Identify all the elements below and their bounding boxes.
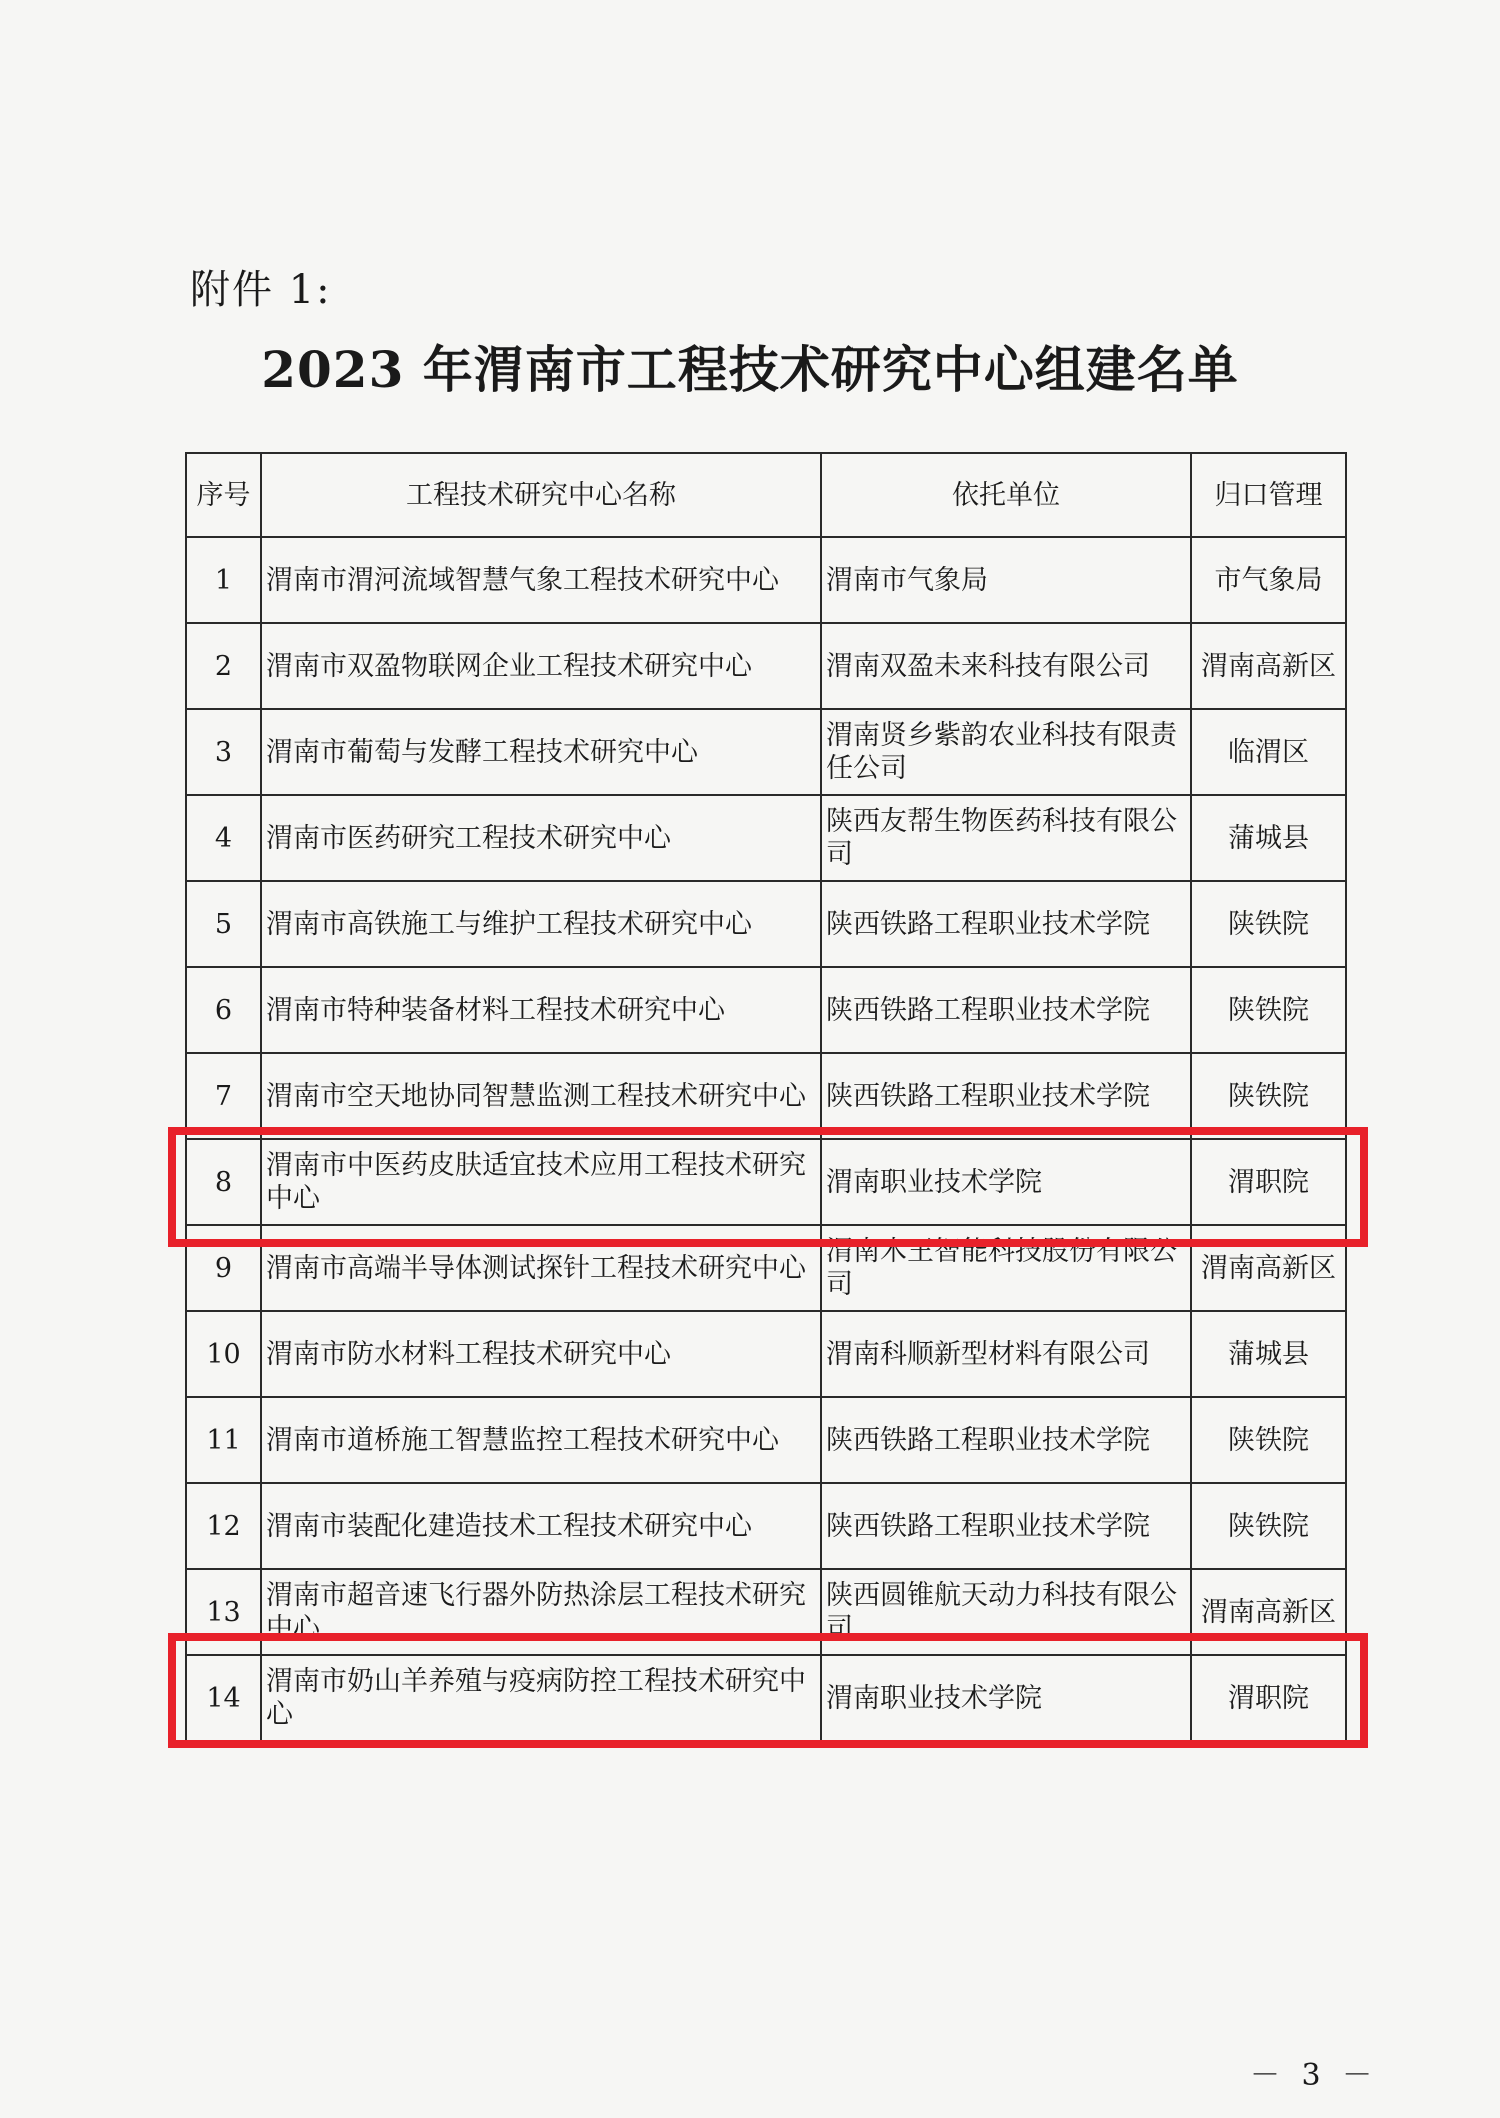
table-row	[186, 537, 1346, 623]
page-title: 2023 年渭南市工程技术研究中心组建名单	[261, 340, 1239, 399]
row-host-unit: 渭南木王智能科技股份有限公司	[821, 1225, 1191, 1311]
header-administration: 归口管理	[1191, 453, 1346, 537]
row-administration: 陕铁院	[1191, 881, 1346, 967]
row-center-name: 渭南市特种装备材料工程技术研究中心	[261, 967, 821, 1053]
row-administration: 陕铁院	[1191, 1053, 1346, 1139]
row-center-name: 渭南市渭河流域智慧气象工程技术研究中心	[261, 537, 821, 623]
row-administration: 市气象局	[1191, 537, 1346, 623]
table-row	[186, 1397, 1346, 1483]
row-center-name: 渭南市空天地协同智慧监测工程技术研究中心	[261, 1053, 821, 1139]
row-host-unit: 渭南职业技术学院	[821, 1655, 1191, 1741]
table-row	[186, 1483, 1346, 1569]
table-row	[186, 795, 1346, 881]
row-serial: 5	[186, 881, 261, 967]
row-administration: 陕铁院	[1191, 967, 1346, 1053]
row-serial: 11	[186, 1397, 261, 1483]
row-administration: 渭南高新区	[1191, 1569, 1346, 1655]
row-host-unit: 渭南贤乡紫韵农业科技有限责任公司	[821, 709, 1191, 795]
row-serial: 7	[186, 1053, 261, 1139]
row-administration: 渭南高新区	[1191, 1225, 1346, 1311]
table-header-row	[186, 453, 1346, 537]
row-host-unit: 陕西铁路工程职业技术学院	[821, 1053, 1191, 1139]
row-center-name: 渭南市防水材料工程技术研究中心	[261, 1311, 821, 1397]
row-serial: 12	[186, 1483, 261, 1569]
row-administration: 蒲城县	[1191, 1311, 1346, 1397]
row-host-unit: 陕西友帮生物医药科技有限公司	[821, 795, 1191, 881]
row-center-name: 渭南市医药研究工程技术研究中心	[261, 795, 821, 881]
header-host-unit: 依托单位	[821, 453, 1191, 537]
row-center-name: 渭南市奶山羊养殖与疫病防控工程技术研究中心	[261, 1655, 821, 1741]
row-administration: 渭南高新区	[1191, 623, 1346, 709]
highlight-box-row-14	[168, 1633, 1368, 1748]
row-center-name: 渭南市装配化建造技术工程技术研究中心	[261, 1483, 821, 1569]
row-host-unit: 渭南双盈未来科技有限公司	[821, 623, 1191, 709]
row-serial: 10	[186, 1311, 261, 1397]
row-administration: 陕铁院	[1191, 1397, 1346, 1483]
row-serial: 8	[186, 1139, 261, 1225]
row-host-unit: 陕西铁路工程职业技术学院	[821, 1483, 1191, 1569]
row-center-name: 渭南市中医药皮肤适宜技术应用工程技术研究中心	[261, 1139, 821, 1225]
row-center-name: 渭南市葡萄与发酵工程技术研究中心	[261, 709, 821, 795]
page-number: － 3 －	[1250, 2058, 1379, 2093]
row-serial: 4	[186, 795, 261, 881]
row-serial: 9	[186, 1225, 261, 1311]
row-serial: 1	[186, 537, 261, 623]
row-center-name: 渭南市双盈物联网企业工程技术研究中心	[261, 623, 821, 709]
table-row	[186, 881, 1346, 967]
row-administration: 陕铁院	[1191, 1483, 1346, 1569]
highlight-box-row-8	[168, 1127, 1368, 1247]
header-center-name: 工程技术研究中心名称	[261, 453, 821, 537]
row-host-unit: 陕西圆锥航天动力科技有限公司	[821, 1569, 1191, 1655]
table-row	[186, 709, 1346, 795]
row-center-name: 渭南市高铁施工与维护工程技术研究中心	[261, 881, 821, 967]
attachment-label: 附件 1:	[190, 267, 332, 313]
header-serial: 序号	[186, 453, 261, 537]
row-serial: 13	[186, 1569, 261, 1655]
table-row	[186, 1311, 1346, 1397]
row-administration: 渭职院	[1191, 1139, 1346, 1225]
row-host-unit: 陕西铁路工程职业技术学院	[821, 967, 1191, 1053]
table-row	[186, 623, 1346, 709]
row-administration: 蒲城县	[1191, 795, 1346, 881]
row-serial: 14	[186, 1655, 261, 1741]
row-administration: 渭职院	[1191, 1655, 1346, 1741]
table-row	[186, 967, 1346, 1053]
row-host-unit: 陕西铁路工程职业技术学院	[821, 1397, 1191, 1483]
row-host-unit: 渭南市气象局	[821, 537, 1191, 623]
row-host-unit: 渭南职业技术学院	[821, 1139, 1191, 1225]
row-serial: 6	[186, 967, 261, 1053]
row-administration: 临渭区	[1191, 709, 1346, 795]
row-host-unit: 陕西铁路工程职业技术学院	[821, 881, 1191, 967]
row-center-name: 渭南市超音速飞行器外防热涂层工程技术研究中心	[261, 1569, 821, 1655]
row-serial: 2	[186, 623, 261, 709]
center-list-table	[185, 452, 1347, 1742]
row-host-unit: 渭南科顺新型材料有限公司	[821, 1311, 1191, 1397]
row-center-name: 渭南市高端半导体测试探针工程技术研究中心	[261, 1225, 821, 1311]
row-center-name: 渭南市道桥施工智慧监控工程技术研究中心	[261, 1397, 821, 1483]
row-serial: 3	[186, 709, 261, 795]
